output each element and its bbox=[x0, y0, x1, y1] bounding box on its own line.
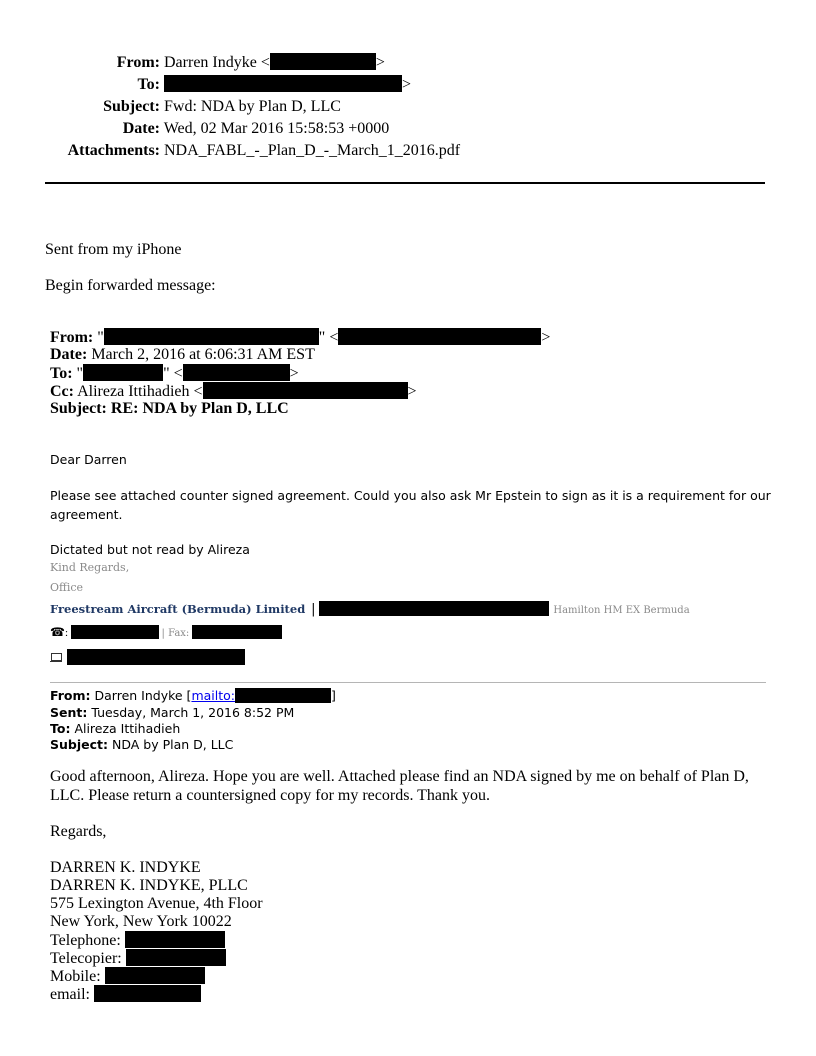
redaction-block bbox=[270, 53, 376, 70]
sent-from-line: Sent from my iPhone bbox=[45, 241, 182, 258]
fwd-to-quote: " bbox=[76, 365, 84, 382]
redaction-block bbox=[67, 649, 245, 665]
fax-label: | Fax: bbox=[161, 628, 190, 639]
fwd-date-value: March 2, 2016 at 6:06:31 AM EST bbox=[91, 346, 315, 363]
redaction-block bbox=[164, 75, 402, 92]
orig-to-row bbox=[50, 721, 180, 736]
orig-subject-row bbox=[50, 737, 233, 752]
orig-sent-row bbox=[50, 705, 294, 720]
orig-regards: Regards, bbox=[50, 823, 107, 840]
reply-office: Office bbox=[50, 581, 84, 594]
redaction-block bbox=[94, 985, 201, 1002]
quoted-divider bbox=[50, 682, 766, 683]
orig-subject-value: NDA by Plan D, LLC bbox=[111, 737, 234, 752]
header-to-close: > bbox=[402, 76, 412, 93]
header-subject-label: Subject: bbox=[103, 98, 160, 115]
sig-address1: 575 Lexington Avenue, 4th Floor bbox=[50, 895, 263, 912]
header-attachments-row bbox=[48, 140, 460, 162]
header-from-close: > bbox=[375, 54, 385, 71]
header-from-value: Darren Indyke < bbox=[164, 54, 270, 71]
orig-from-value: Darren Indyke [ bbox=[94, 688, 192, 703]
header-from-label: From: bbox=[116, 54, 160, 71]
reply-greeting: Dear Darren bbox=[50, 452, 127, 467]
sig-telecopier-label: Telecopier: bbox=[50, 950, 122, 967]
redaction-block bbox=[104, 328, 319, 345]
fwd-subject-row bbox=[50, 400, 289, 418]
company-signature-row bbox=[50, 601, 690, 617]
sig-address2: New York, New York 10022 bbox=[50, 913, 232, 930]
orig-to-value: Alireza Ittihadieh bbox=[74, 721, 181, 736]
fwd-from-label: From: bbox=[50, 329, 94, 346]
fwd-to-close: > bbox=[289, 365, 299, 382]
sig-name: DARREN K. INDYKE bbox=[50, 859, 201, 876]
reply-body-line1: Please see attached counter signed agreement. Could you also ask Mr Epstein to sign as it is a requirement for our bbox=[50, 488, 771, 503]
header-divider bbox=[45, 182, 765, 184]
header-subject-row bbox=[48, 96, 341, 118]
orig-from-row bbox=[50, 688, 336, 703]
orig-sent-value: Tuesday, March 1, 2016 8:52 PM bbox=[91, 705, 295, 720]
header-to-label: To: bbox=[137, 76, 160, 93]
orig-sent-label: Sent: bbox=[50, 705, 88, 720]
fwd-subject-label: Subject: bbox=[50, 400, 107, 417]
header-to-row bbox=[48, 74, 411, 96]
computer-row bbox=[50, 649, 245, 665]
orig-to-label: To: bbox=[50, 721, 71, 736]
sig-telecopier-row bbox=[50, 949, 226, 968]
fwd-from-close: > bbox=[541, 329, 551, 346]
orig-from-close: ] bbox=[330, 688, 336, 703]
sig-telephone-row bbox=[50, 931, 225, 950]
redaction-block bbox=[71, 625, 159, 639]
header-date-value: Wed, 02 Mar 2016 15:58:53 +0000 bbox=[163, 120, 390, 137]
redaction-block bbox=[105, 967, 205, 984]
redaction-block bbox=[183, 364, 290, 381]
header-attachments-label: Attachments: bbox=[67, 142, 160, 159]
company-name: Freestream Aircraft (Bermuda) Limited bbox=[50, 602, 306, 616]
header-date-row bbox=[48, 118, 389, 140]
begin-forwarded-line: Begin forwarded message: bbox=[45, 277, 216, 294]
redaction-block bbox=[319, 601, 549, 616]
fwd-from-quote: " bbox=[97, 329, 104, 346]
header-date-label: Date: bbox=[122, 120, 160, 137]
redaction-block bbox=[126, 949, 226, 966]
phone-fax-row bbox=[50, 625, 282, 639]
redaction-block bbox=[338, 328, 541, 345]
fwd-cc-value: Alireza Ittihadieh < bbox=[77, 383, 203, 400]
fwd-to-quote-close: " < bbox=[163, 365, 183, 382]
fwd-cc-close: > bbox=[407, 383, 417, 400]
header-subject-value: Fwd: NDA by Plan D, LLC bbox=[164, 98, 341, 115]
header-attachment-filename[interactable]: NDA_FABL_-_Plan_D_-_March_1_2016.pdf bbox=[164, 142, 461, 159]
sig-mobile-label: Mobile: bbox=[50, 968, 101, 985]
fwd-to-label: To: bbox=[50, 365, 73, 382]
orig-subject-label: Subject: bbox=[50, 737, 108, 752]
fwd-to-row bbox=[50, 364, 299, 383]
orig-body-line2: LLC. Please return a countersigned copy for my records. Thank you. bbox=[50, 787, 491, 804]
sig-telephone-label: Telephone: bbox=[50, 932, 121, 949]
fwd-subject-value: RE: NDA by Plan D, LLC bbox=[110, 400, 289, 417]
reply-kind-regards: Kind Regards, bbox=[50, 561, 130, 574]
fwd-cc-row bbox=[50, 382, 417, 401]
header-from-row bbox=[48, 52, 385, 74]
fwd-from-quote-close: " < bbox=[318, 329, 339, 346]
company-separator: | bbox=[311, 602, 316, 617]
fwd-from-row bbox=[50, 328, 550, 347]
phone-colon: : bbox=[64, 627, 69, 639]
redaction-block bbox=[203, 382, 408, 399]
sig-email-label: email: bbox=[50, 986, 90, 1003]
reply-body-line2: agreement. bbox=[50, 507, 123, 522]
company-location: Hamilton HM EX Bermuda bbox=[553, 605, 690, 616]
fwd-date-label: Date: bbox=[50, 346, 88, 363]
phone-icon: ☎ bbox=[50, 625, 65, 639]
redaction-block bbox=[83, 364, 163, 381]
redaction-block bbox=[125, 931, 225, 948]
redaction-block bbox=[235, 688, 331, 703]
sig-email-row bbox=[50, 985, 201, 1004]
orig-from-label: From: bbox=[50, 688, 91, 703]
redaction-block bbox=[192, 625, 282, 639]
reply-dictated: Dictated but not read by Alireza bbox=[50, 542, 250, 557]
fwd-cc-label: Cc: bbox=[50, 383, 74, 400]
computer-icon bbox=[50, 653, 62, 663]
sig-mobile-row bbox=[50, 967, 205, 986]
fwd-date-row bbox=[50, 346, 315, 364]
orig-body-line1: Good afternoon, Alireza. Hope you are well. Attached please find an NDA signed by me on behalf of Plan D, bbox=[50, 768, 749, 785]
mailto-link[interactable]: mailto: bbox=[191, 688, 235, 703]
sig-firm: DARREN K. INDYKE, PLLC bbox=[50, 877, 248, 894]
